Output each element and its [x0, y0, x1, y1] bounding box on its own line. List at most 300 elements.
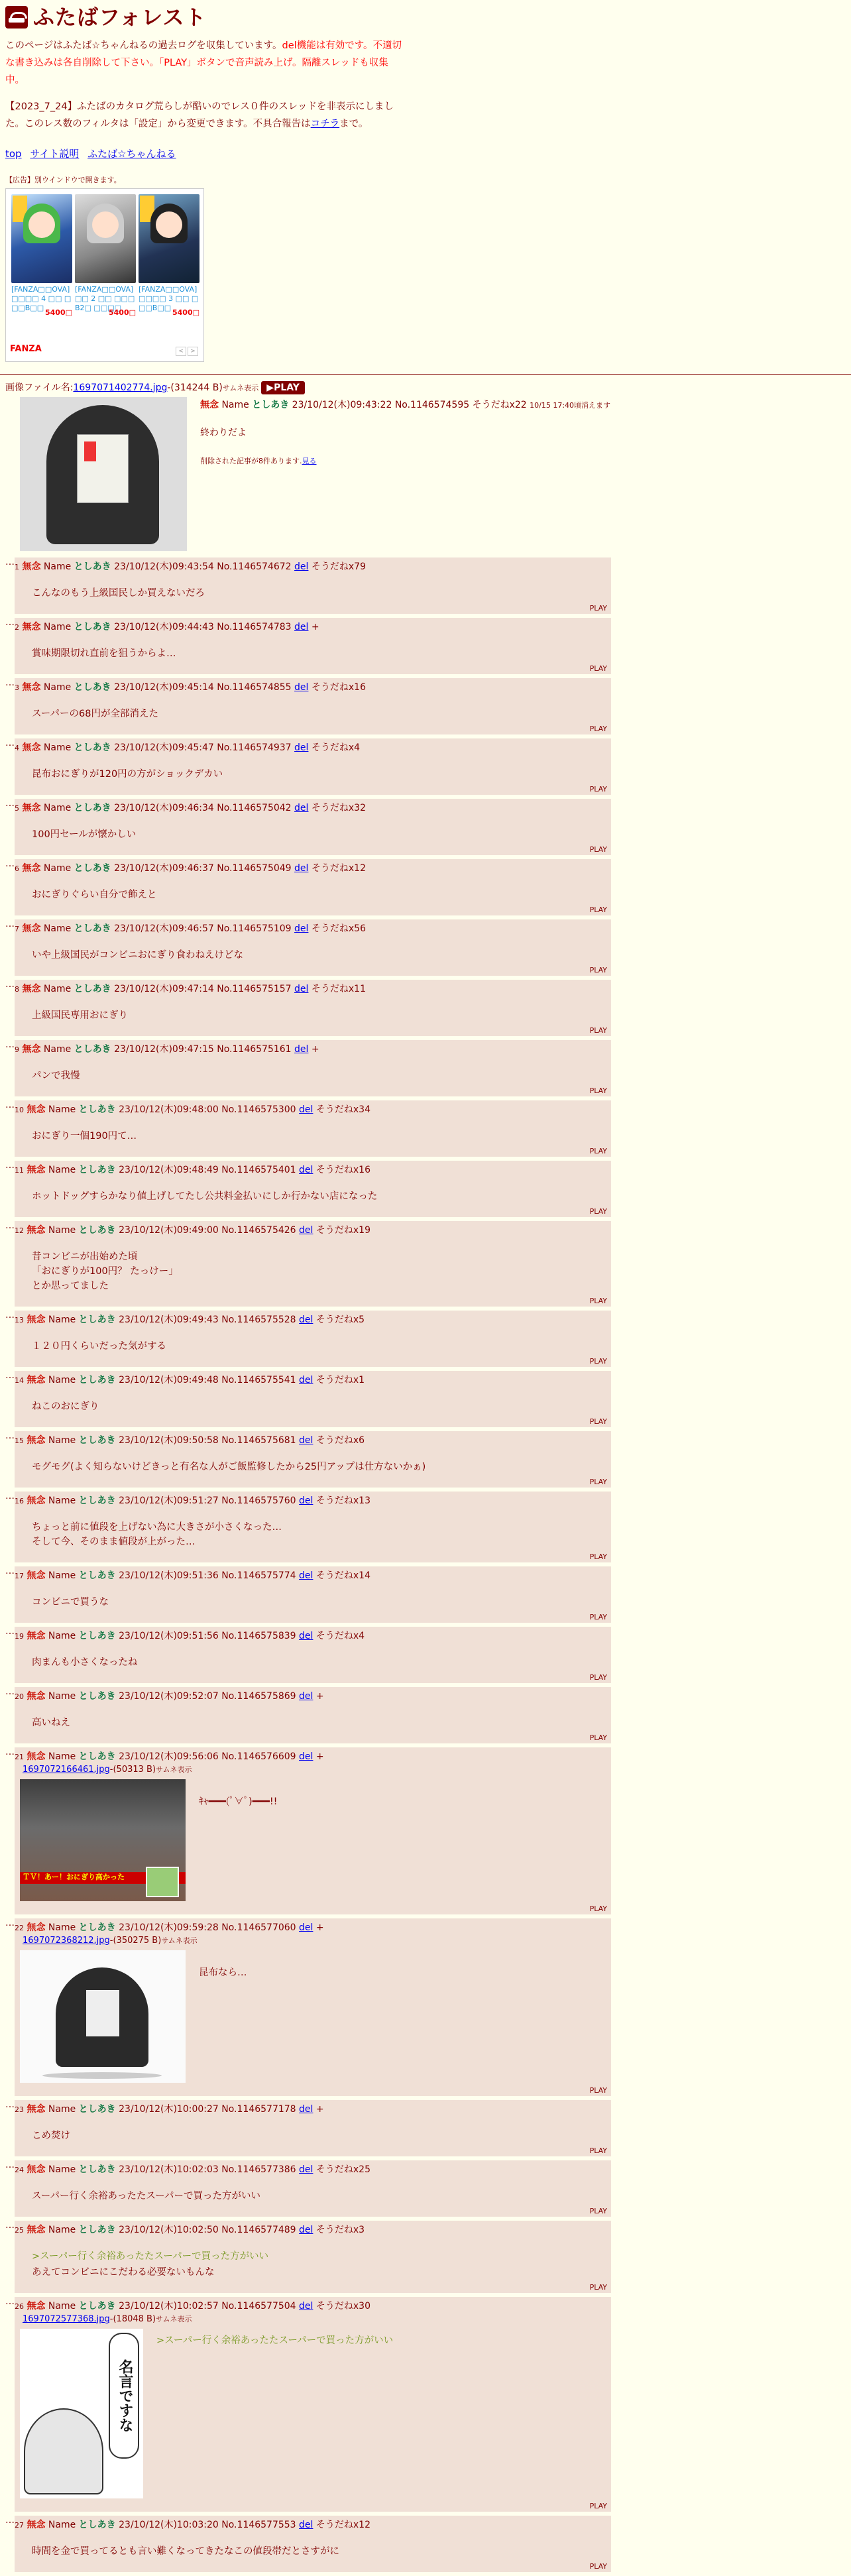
ad-title[interactable]: [FANZA□□OVA] □□ 2 □□ □□□B2□ □□□□ — [75, 284, 135, 312]
reply-menu-icon[interactable]: … — [5, 797, 15, 809]
post-date: 23/10/12(木)09:47:14 — [114, 983, 214, 994]
ad-box — [5, 188, 204, 362]
reply-index: 13 — [15, 1315, 24, 1324]
post-number: No.1146575161 — [217, 1043, 292, 1055]
reply-index: 22 — [15, 1923, 24, 1932]
reply-menu-icon[interactable]: … — [5, 918, 15, 929]
reply-index: 7 — [15, 924, 19, 933]
reply — [5, 1371, 611, 1427]
poster-name: としあき — [78, 2164, 116, 2175]
reply-menu-icon[interactable]: … — [5, 1625, 15, 1637]
reply-body — [15, 980, 611, 1036]
del-link[interactable]: del — [299, 1104, 313, 1115]
sodane-button[interactable]: そうだねx13 — [315, 1495, 370, 1506]
reply-menu-icon[interactable]: … — [5, 2296, 15, 2307]
fanza-logo[interactable]: FANZA — [10, 343, 42, 354]
file-size: -(18048 B) — [109, 2313, 156, 2324]
reply-index: 11 — [15, 1165, 24, 1175]
post-number: No.1146575528 — [221, 1314, 296, 1325]
thumb-note: サムネ表示 — [156, 2314, 192, 2323]
reply-header — [15, 2300, 611, 2313]
post-date: 23/10/12(木)09:59:28 — [119, 1922, 219, 1933]
post-date: 23/10/12(木)10:02:03 — [119, 2164, 219, 2175]
del-link[interactable]: del — [299, 1570, 313, 1581]
thread — [0, 381, 851, 2572]
reply-menu-icon[interactable]: … — [5, 1917, 15, 1928]
reply-menu-icon[interactable]: … — [5, 737, 15, 748]
play-button[interactable]: PLAY — [589, 724, 607, 733]
reply-message: モグモグ(よく知らないけどきっと有名な人がご飯監修したから25円アップは仕方ないかぁ) — [32, 1461, 426, 1472]
del-link[interactable]: del — [299, 1374, 313, 1385]
name-label: Name — [48, 1314, 76, 1325]
play-button[interactable]: PLAY — [589, 2085, 607, 2095]
quote-text: >スーパー行く余裕あったたスーパーで買った方がいい — [156, 2335, 394, 2346]
reply-body — [15, 557, 611, 614]
play-button[interactable]: PLAY — [589, 2206, 607, 2215]
reply-header — [15, 741, 611, 755]
play-button[interactable]: PLAY — [589, 1904, 607, 1913]
reply-message: 上級国民専用おにぎり — [32, 1010, 128, 1021]
play-button[interactable]: PLAY — [589, 1417, 607, 1426]
sodane-button[interactable]: + — [311, 1043, 319, 1055]
subject: 無念 — [27, 1374, 46, 1385]
poster-name: としあき — [78, 2519, 116, 2530]
del-link[interactable]: del — [299, 1495, 313, 1506]
reply-body — [15, 1311, 611, 1367]
reply-message: 昔コンビニが出始めた頃 「おにぎりが100円？ たっけー」 とか思ってました — [32, 1251, 178, 1291]
reply-menu-icon[interactable]: … — [5, 1309, 15, 1320]
post-date: 23/10/12(木)09:43:54 — [114, 561, 214, 572]
play-button[interactable]: PLAY — [589, 965, 607, 974]
reply-menu-icon[interactable]: … — [5, 616, 15, 628]
subject: 無念 — [22, 742, 41, 753]
sodane-button[interactable]: そうだねx4 — [311, 742, 361, 753]
name-label: Name — [48, 1224, 76, 1236]
site-title[interactable]: ふたばフォレスト — [33, 4, 207, 30]
post-date: 23/10/12(木)10:02:57 — [119, 2300, 219, 2312]
sodane-button[interactable]: + — [311, 621, 319, 632]
sodane-button[interactable]: そうだねx5 — [315, 1314, 365, 1325]
post-date: 23/10/12(木)10:00:27 — [119, 2103, 219, 2115]
reply-message: ねこのおにぎり — [32, 1401, 99, 1412]
play-button[interactable]: PLAY — [589, 1296, 607, 1305]
sodane-button[interactable]: そうだねx1 — [315, 1374, 365, 1385]
name-label: Name — [48, 2164, 76, 2175]
play-button[interactable]: PLAY — [589, 784, 607, 793]
reply-image-row — [15, 1779, 611, 1901]
del-link[interactable]: del — [299, 1224, 313, 1236]
post-number: No.1146575869 — [221, 1690, 296, 1702]
play-button[interactable]: PLAY — [589, 905, 607, 914]
ad-title[interactable]: [FANZA□□OVA] □□□□ 4 □□ □□□B□□ — [11, 284, 72, 312]
name-label: Name — [43, 862, 72, 874]
reply-index: 8 — [15, 984, 19, 994]
post-date: 23/10/12(木)09:45:47 — [114, 742, 214, 753]
del-link[interactable]: del — [294, 923, 309, 934]
reply-menu-icon[interactable]: … — [5, 1220, 15, 1231]
sodane-button[interactable]: そうだねx14 — [315, 1570, 370, 1581]
play-button[interactable]: PLAY — [589, 845, 607, 854]
reply-body — [15, 919, 611, 976]
del-link[interactable]: del — [294, 561, 309, 572]
reply-index: 26 — [15, 2302, 24, 2311]
reply-menu-icon[interactable]: … — [5, 1039, 15, 1050]
play-button[interactable]: PLAY — [589, 1356, 607, 1366]
reply — [5, 1431, 611, 1488]
name-label: Name — [43, 681, 72, 693]
play-button[interactable]: PLAY — [589, 2561, 607, 2571]
reply — [5, 1747, 611, 1914]
reply — [5, 1492, 611, 1562]
play-button[interactable]: PLAY — [589, 1086, 607, 1095]
post-date: 23/10/12(木)09:52:07 — [119, 1690, 219, 1702]
ad-price: 5400□ — [44, 308, 72, 317]
play-button[interactable]: PLAY — [589, 1477, 607, 1486]
post-number: No.1146575541 — [221, 1374, 296, 1385]
report-link[interactable]: コチラ — [310, 119, 340, 129]
reply-index: 20 — [15, 1692, 24, 1701]
reply-menu-icon[interactable]: … — [5, 2159, 15, 2170]
subject: 無念 — [27, 1630, 46, 1641]
reply — [5, 2160, 611, 2217]
op-post — [5, 397, 851, 551]
del-link[interactable]: del — [299, 2164, 313, 2175]
ad-price: 5400□ — [172, 308, 199, 317]
ad-thumbnail[interactable] — [75, 194, 136, 283]
op-file-info — [5, 381, 851, 394]
ad-item[interactable] — [11, 194, 72, 318]
name-label: Name — [221, 399, 249, 410]
del-link[interactable]: del — [299, 1314, 313, 1325]
ad-item[interactable] — [139, 194, 199, 318]
subject: 無念 — [27, 1164, 46, 1175]
reply-message: 肉まんも小さくなったね — [32, 1657, 138, 1668]
reply-header — [15, 2223, 611, 2237]
del-link[interactable]: del — [294, 742, 309, 753]
reply-message: こんなのもう上級国民しか買えないだろ — [32, 587, 205, 599]
del-link[interactable]: del — [299, 1690, 313, 1702]
reply-menu-icon[interactable]: … — [5, 677, 15, 688]
del-link[interactable]: del — [294, 1043, 309, 1055]
post-number: No.1146575760 — [221, 1495, 296, 1506]
play-button[interactable]: PLAY — [589, 1146, 607, 1155]
play-button[interactable]: PLAY — [589, 1206, 607, 1216]
del-link[interactable]: del — [299, 1434, 313, 1446]
show-deleted-link[interactable]: 見る — [302, 456, 317, 465]
reply-index: 23 — [15, 2105, 24, 2114]
del-link[interactable]: del — [299, 2300, 313, 2312]
reply-message: スーパーの68円が全部消えた — [32, 708, 158, 719]
op-play-button[interactable]: ▶PLAY — [261, 381, 305, 394]
reply-body — [15, 2160, 611, 2217]
thumb-note: サムネ表示 — [222, 383, 259, 392]
post-date: 23/10/12(木)09:50:58 — [119, 1434, 219, 1446]
poster-name: としあき — [78, 1434, 116, 1446]
reply-header — [15, 681, 611, 695]
reply-header — [15, 1043, 611, 1057]
del-link[interactable]: del — [294, 862, 309, 874]
reply — [5, 919, 611, 976]
name-label: Name — [48, 1495, 76, 1506]
sodane-button[interactable]: + — [315, 1690, 324, 1702]
play-button[interactable]: PLAY — [589, 664, 607, 673]
reply-header — [15, 1434, 611, 1448]
reply-menu-icon[interactable]: … — [5, 1565, 15, 1576]
post-number: No.1146575426 — [221, 1224, 296, 1236]
reply-thumbnail[interactable] — [20, 1950, 186, 2083]
poster-name: としあき — [74, 983, 111, 994]
reply-index: 4 — [15, 743, 19, 752]
reply-index: 15 — [15, 1436, 24, 1445]
nav-links — [5, 147, 846, 162]
reply-body — [15, 1566, 611, 1623]
ad-thumbnail[interactable] — [139, 194, 199, 283]
del-link[interactable]: del — [294, 621, 309, 632]
reply — [5, 2516, 611, 2572]
sodane-button[interactable]: そうだねx56 — [311, 923, 366, 934]
notice-tail: まで。 — [339, 119, 369, 129]
reply-index: 25 — [15, 2225, 24, 2235]
play-button[interactable]: PLAY — [589, 2282, 607, 2292]
post-number: No.1146576609 — [221, 1751, 296, 1762]
ad-item[interactable] — [75, 194, 136, 318]
intro-warning: del機能は有効です。不適切な書き込みは各自削除して下さい。「PLAY」ボタンで音声読み上げ。隔離スレッドも収集中。 — [5, 40, 402, 86]
reply-file-link[interactable]: 1697072166461.jpg — [23, 1764, 110, 1775]
play-button[interactable]: PLAY — [589, 1025, 607, 1035]
reply-index: 12 — [15, 1226, 24, 1235]
header-divider — [0, 374, 851, 375]
nav-about-link[interactable]: サイト説明 — [30, 148, 80, 160]
sodane-button[interactable]: そうだねx79 — [311, 561, 366, 572]
reply-index: 3 — [15, 683, 19, 692]
reply-body — [15, 2297, 611, 2512]
reply-index: 14 — [15, 1376, 24, 1385]
reply-menu-icon[interactable]: … — [5, 2219, 15, 2231]
reply-menu-icon[interactable]: … — [5, 2514, 15, 2526]
post-number: No.1146574937 — [217, 742, 292, 753]
reply-index: 9 — [15, 1045, 19, 1054]
sodane-button[interactable]: そうだねx16 — [315, 1164, 370, 1175]
reply-menu-icon[interactable]: … — [5, 556, 15, 567]
sodane-button[interactable]: + — [315, 1922, 324, 1933]
op-image[interactable] — [20, 397, 187, 551]
file-label: 画像ファイル名: — [5, 382, 74, 393]
name-label: Name — [43, 621, 72, 632]
reply — [5, 1918, 611, 2096]
reply-menu-icon[interactable]: … — [5, 1490, 15, 1501]
thumb-note: サムネ表示 — [161, 1936, 198, 1945]
reply-body — [15, 1161, 611, 1217]
reply-index: 2 — [15, 622, 19, 632]
reply-menu-icon[interactable]: … — [5, 858, 15, 869]
post-date: 23/10/12(木)09:49:00 — [119, 1224, 219, 1236]
post-date: 23/10/12(木)09:48:49 — [119, 1164, 219, 1175]
reply — [5, 1040, 611, 1096]
sodane-button[interactable]: そうだねx12 — [311, 862, 366, 874]
reply-thumbnail[interactable] — [20, 1779, 186, 1901]
notice-text — [5, 98, 403, 133]
play-button[interactable]: PLAY — [589, 1672, 607, 1682]
subject: 無念 — [27, 1690, 46, 1702]
post-number: No.1146575681 — [221, 1434, 296, 1446]
ad-label: 【広告】別ウインドウで開きます。 — [5, 175, 121, 184]
reply — [5, 678, 611, 734]
reply-file-info — [15, 1764, 611, 1777]
poster-name: としあき — [78, 1224, 116, 1236]
quote-text: >スーパー行く余裕あったたスーパーで買った方がいい — [32, 2251, 269, 2262]
reply — [5, 2221, 611, 2293]
reply-menu-icon[interactable]: … — [5, 1746, 15, 1757]
post-number: No.1146575401 — [221, 1164, 296, 1175]
play-button[interactable]: PLAY — [589, 1612, 607, 1621]
sodane-button[interactable]: そうだねx6 — [315, 1434, 365, 1446]
post-date: 23/10/12(木)09:56:06 — [119, 1751, 219, 1762]
reply-image-row — [15, 2329, 611, 2498]
sodane-button[interactable]: そうだねx30 — [315, 2300, 370, 2312]
reply-header — [15, 922, 611, 936]
sodane-button[interactable]: そうだねx12 — [315, 2519, 370, 2530]
del-link[interactable]: del — [299, 1630, 313, 1641]
reply-menu-icon[interactable]: … — [5, 1370, 15, 1381]
file-size: -(314244 B) — [167, 382, 223, 393]
reply — [5, 799, 611, 855]
del-link[interactable]: del — [294, 681, 309, 693]
poster-name: としあき — [78, 1690, 116, 1702]
name-label: Name — [48, 1570, 76, 1581]
op-body — [187, 397, 610, 551]
reply-header — [15, 560, 611, 574]
reply-message: こめ焚け — [32, 2130, 70, 2141]
name-label: Name — [48, 2103, 76, 2115]
del-link[interactable]: del — [294, 983, 309, 994]
play-button[interactable]: PLAY — [589, 603, 607, 613]
play-button[interactable]: PLAY — [589, 1552, 607, 1561]
del-link[interactable]: del — [299, 1922, 313, 1933]
reply-message: １２０円くらいだった気がする — [32, 1340, 166, 1352]
sodane-button[interactable]: そうだねx32 — [311, 802, 366, 813]
post-number: No.1146577489 — [221, 2224, 296, 2235]
del-link[interactable]: del — [299, 2224, 313, 2235]
reply-menu-icon[interactable]: … — [5, 1099, 15, 1110]
reply-header — [15, 2518, 611, 2532]
post-number: No.1146575774 — [221, 1570, 296, 1581]
nav-futaba-link[interactable]: ふたば☆ちゃんねる — [87, 148, 176, 160]
reply-message: あえてコンビニにこだわる必要ないもんな — [32, 2266, 215, 2278]
sodane-button[interactable]: そうだねx3 — [315, 2224, 365, 2235]
reply-header — [15, 1224, 611, 1238]
reply-body — [15, 1627, 611, 1683]
post-date: 23/10/12(木)09:51:56 — [119, 1630, 219, 1641]
post-date: 23/10/12(木)09:46:57 — [114, 923, 214, 934]
reply-menu-icon[interactable]: … — [5, 2099, 15, 2110]
sodane-button[interactable]: そうだねx19 — [315, 1224, 370, 1236]
header — [0, 0, 851, 362]
post-date: 23/10/12(木)09:43:22 — [292, 399, 392, 410]
del-link[interactable]: del — [299, 2519, 313, 2530]
del-link[interactable]: del — [299, 2103, 313, 2115]
reply-file-link[interactable]: 1697072577368.jpg — [23, 2313, 110, 2324]
sodane-button[interactable]: + — [315, 2103, 324, 2115]
nav-top-link[interactable]: top — [5, 148, 22, 160]
sodane-button[interactable]: そうだねx34 — [315, 1104, 370, 1115]
play-button[interactable]: PLAY — [589, 1733, 607, 1742]
sodane-button[interactable]: + — [315, 1751, 324, 1762]
reply-index: 6 — [15, 864, 19, 873]
subject: 無念 — [22, 1043, 41, 1055]
post-number: No.1146577553 — [221, 2519, 296, 2530]
reply — [5, 557, 611, 614]
name-label: Name — [43, 561, 72, 572]
poster-name: としあき — [78, 1630, 116, 1641]
sodane-button[interactable]: そうだねx11 — [311, 983, 366, 994]
reply-header — [15, 2103, 611, 2117]
next-icon[interactable]: > — [188, 347, 198, 356]
sodane-button[interactable]: そうだねx25 — [315, 2164, 370, 2175]
post-number: No.1146575042 — [217, 802, 292, 813]
post-number: No.1146575109 — [217, 923, 292, 934]
reply-body — [15, 1431, 611, 1488]
reply-menu-icon[interactable]: … — [5, 1686, 15, 1697]
reply-message: スーパー行く余裕あったたスーパーで買った方がいい — [32, 2190, 260, 2201]
post-number: No.1146574855 — [217, 681, 292, 693]
reply — [5, 1161, 611, 1217]
del-link[interactable]: del — [294, 802, 309, 813]
subject: 無念 — [27, 2103, 46, 2115]
reply-menu-icon[interactable]: … — [5, 978, 15, 990]
poster-name: としあき — [78, 1495, 116, 1506]
subject: 無念 — [22, 862, 41, 874]
reply-body — [15, 1371, 611, 1427]
reply-index: 10 — [15, 1105, 24, 1114]
sodane-button[interactable]: そうだねx16 — [311, 681, 366, 693]
deleted-note — [200, 456, 610, 467]
reply-file-link[interactable]: 1697072368212.jpg — [23, 1935, 110, 1946]
reply-body — [15, 1221, 611, 1307]
speech-bubble: 名言ですな — [109, 2333, 139, 2459]
play-button[interactable]: PLAY — [589, 2501, 607, 2510]
subject: 無念 — [22, 621, 41, 632]
ad-title[interactable]: [FANZA□□OVA] □□□□ 3 □□ □□□B□□ — [139, 284, 199, 312]
op-file-link[interactable]: 1697071402774.jpg — [73, 382, 168, 393]
name-label: Name — [43, 1043, 72, 1055]
sodane-button[interactable]: そうだねx22 — [472, 399, 527, 410]
play-button[interactable]: PLAY — [589, 2146, 607, 2155]
subject: 無念 — [27, 1434, 46, 1446]
reply-menu-icon[interactable]: … — [5, 1159, 15, 1171]
futaba-logo-icon[interactable] — [5, 6, 28, 29]
del-link[interactable]: del — [299, 1751, 313, 1762]
post-number: No.1146575157 — [217, 983, 292, 994]
subject: 無念 — [27, 1922, 46, 1933]
name-label: Name — [48, 1690, 76, 1702]
reply-thumbnail[interactable] — [20, 2329, 143, 2498]
prev-icon[interactable]: < — [176, 347, 186, 356]
post-date: 23/10/12(木)09:51:36 — [119, 1570, 219, 1581]
del-link[interactable]: del — [299, 1164, 313, 1175]
ad-thumbnail[interactable] — [11, 194, 72, 283]
op-message: 終わりだよ — [200, 428, 247, 439]
subject: 無念 — [27, 1751, 46, 1762]
poster-name: としあき — [78, 1104, 116, 1115]
reply-message: 時間を金で買ってるとも言い難くなってきたなこの値段帯だとさすがに — [32, 2546, 339, 2557]
sodane-button[interactable]: そうだねx4 — [315, 1630, 365, 1641]
reply-message: 昆布なら… — [199, 1967, 247, 1978]
reply-index: 17 — [15, 1571, 24, 1580]
reply-menu-icon[interactable]: … — [5, 1430, 15, 1441]
reply-index: 19 — [15, 1631, 24, 1641]
reply-body — [15, 1918, 611, 2096]
poster-name: としあき — [78, 1374, 116, 1385]
